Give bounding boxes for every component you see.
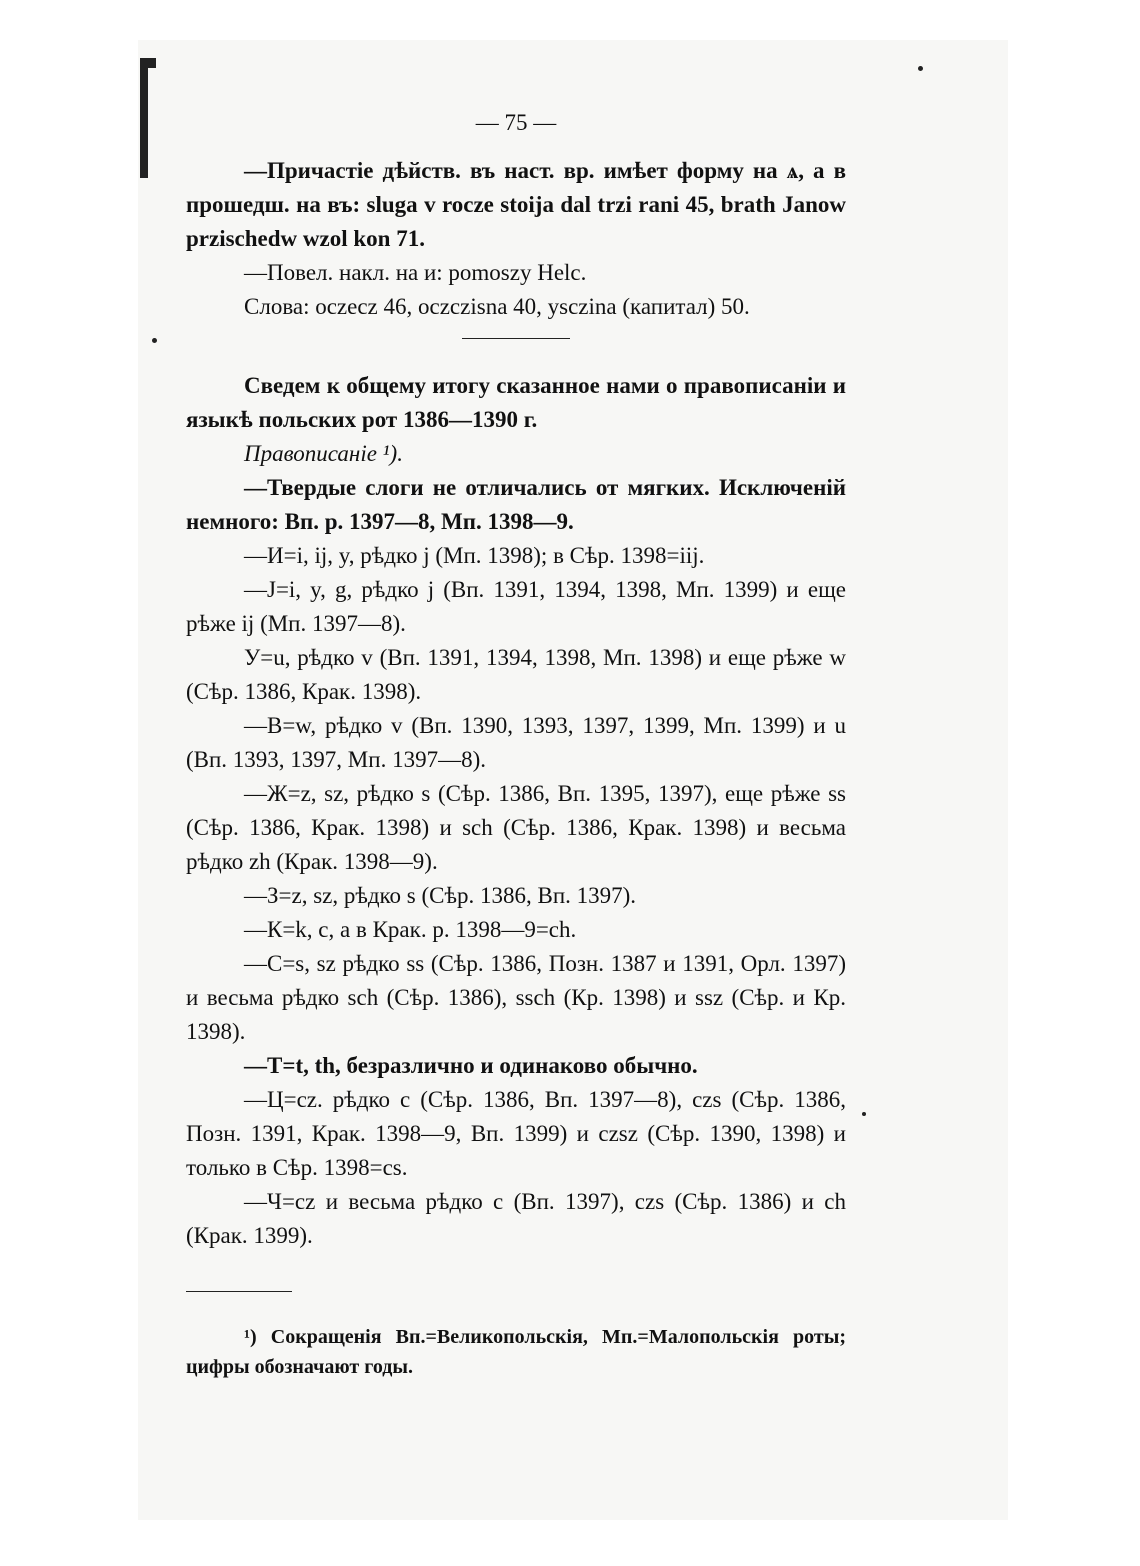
rule-item: —J=i, y, g, рѣдко j (Вп. 1391, 1394, 1398, Мп. 1399) и еще рѣже ij (Мп. 1397—8). (186, 577, 846, 636)
rule-item: —К=k, c, а в Крак. р. 1398—9=ch. (244, 917, 577, 942)
rule-item: —Ц=cz. рѣдко c (Сѣр. 1386, Вп. 1397—8), czs (Сѣр. 1386, Позн. 1391, Крак. 1398—9, Вп. 1399) и czsz (Сѣр. 1390, 1398) и только в Сѣр. 1398=cs. (186, 1087, 846, 1180)
rule-item: —С=s, sz рѣдко ss (Сѣр. 1386, Позн. 1387 и 1391, Орл. 1397) и весьма рѣдко sch (Сѣр. 1386), ssch (Кр. 1398) и ssz (Сѣр. и Кр. 1398). (186, 951, 846, 1044)
summary-intro: Сведем к общему итогу сказанное нами о правописаніи и языкѣ польских рот 1386—1390 г. (186, 373, 846, 432)
section-divider (462, 338, 570, 339)
rule-item: —Твердые слоги не отличались от мягких. Исключеній немного: Вп. р. 1397—8, Мп. 1398—9. (186, 475, 846, 534)
scan-speck (152, 338, 157, 343)
footnote-divider (186, 1291, 292, 1292)
rule-item: —З=z, sz, рѣдко s (Сѣр. 1386, Вп. 1397). (244, 883, 637, 908)
scan-speck (918, 66, 923, 71)
page-number: — 75 — (475, 110, 557, 135)
rule-item: —Ч=cz и весьма рѣдко c (Вп. 1397), czs (Сѣр. 1386) и ch (Крак. 1399). (186, 1189, 846, 1248)
paragraph-participle: —Причастіе дѣйств. въ наст. вр. имѣет форму на ѧ, а в прошедш. на въ: sluga v rocze stoija dal trzi rani 45, brath Janow przischedw wzol kon 71. (186, 158, 846, 251)
footnote: ¹) Сокращенія Вп.=Великопольскія, Мп.=Малопольскія роты; цифры обозначают годы. (186, 1326, 846, 1378)
rule-item: —Т=t, th, безразлично и одинаково обычно. (244, 1053, 698, 1078)
rule-item: У=u, рѣдко v (Вп. 1391, 1394, 1398, Мп. 1398) и еще рѣже w (Сѣр. 1386, Крак. 1398). (186, 645, 846, 704)
orthography-heading: Правописаніе ¹). (244, 441, 403, 466)
scan-speck (862, 1112, 866, 1116)
scan-edge-mark (140, 58, 148, 178)
paragraph-imperative: —Повел. накл. на и: pomoszy Helc. (244, 260, 587, 285)
rule-item: —Ж=z, sz, рѣдко s (Сѣр. 1386, Вп. 1395, 1397), еще рѣже ss (Сѣр. 1386, Крак. 1398) и sch (Сѣр. 1386, Крак. 1398) и весьма рѣдко zh (Крак. 1398—9). (186, 781, 846, 874)
page-text (186, 110, 846, 1382)
paragraph-words: Слова: oczecz 46, oczczisna 40, ysczina (капитал) 50. (244, 294, 750, 319)
rule-item: —И=i, ij, y, рѣдко j (Мп. 1398); в Сѣр. 1398=iij. (244, 543, 705, 568)
rule-item: —В=w, рѣдко v (Вп. 1390, 1393, 1397, 1399, Мп. 1399) и u (Вп. 1393, 1397, Мп. 1397—8). (186, 713, 846, 772)
